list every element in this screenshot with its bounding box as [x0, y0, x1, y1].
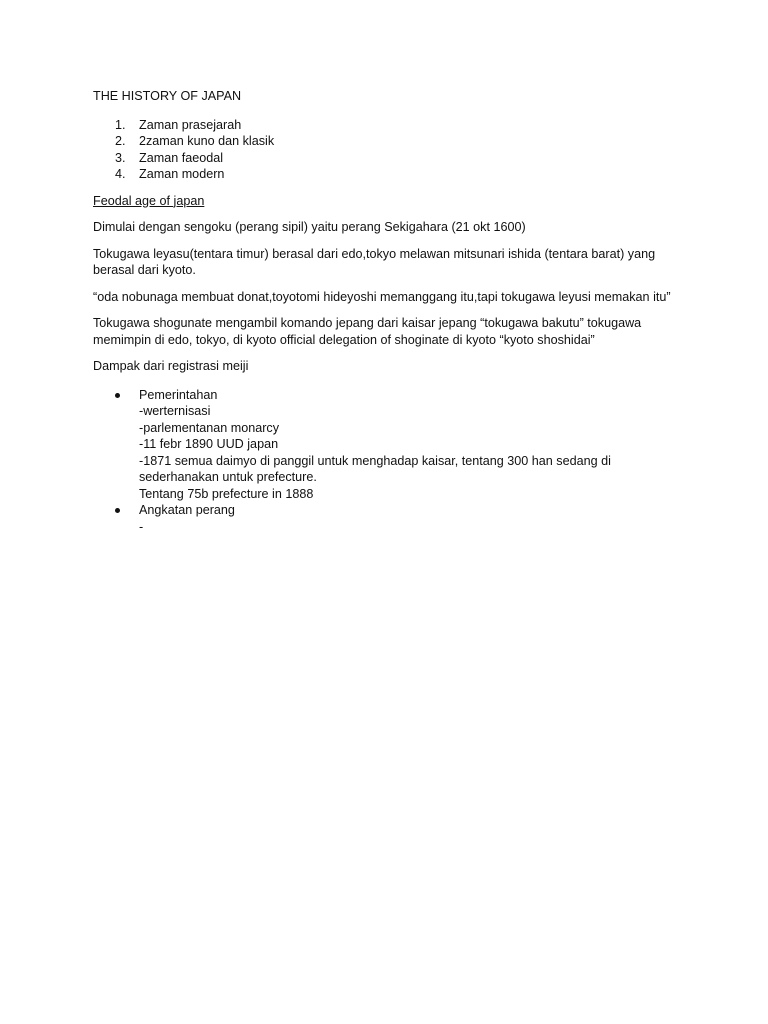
paragraph-quote: “oda nobunaga membuat donat,toyotomi hideyoshi memanggang itu,tapi tokugawa leyusi memakan itu” [93, 289, 671, 304]
list-item [93, 166, 693, 183]
bullet-icon [115, 393, 120, 398]
paragraph-tokugawa-leyasu: Tokugawa leyasu(tentara timur) berasal dari edo,tokyo melawan mitsunari ishida (tentara barat) yang berasal dari kyoto. [93, 246, 656, 277]
list-item [93, 150, 693, 167]
bullet-icon [115, 508, 120, 513]
list-item-label: 2zaman kuno dan klasik [139, 134, 275, 148]
bullet-line: -1871 semua daimyo di panggil untuk menghadap kaisar, tentang 300 han sedang di sederhanakan untuk prefecture. [139, 453, 611, 484]
bullet-heading: Angkatan perang [139, 503, 235, 517]
section-heading: Feodal age of japan [93, 193, 205, 208]
list-number: 1. [115, 117, 126, 132]
list-number: 2. [115, 134, 126, 148]
bullet-heading: Pemerintahan [139, 387, 218, 402]
bullet-item-angkatan-perang [93, 502, 693, 535]
list-item [93, 133, 693, 150]
bullet-item-pemerintahan [93, 387, 693, 503]
document-body [93, 88, 693, 535]
paragraph-shogunate: Tokugawa shogunate mengambil komando jepang dari kaisar jepang “tokugawa bakutu” tokugawa memimpin di edo, tokyo, di kyoto official delegation of shoginate di kyoto “kyoto shoshidai” [93, 316, 642, 347]
document-title: THE HISTORY OF JAPAN [93, 89, 242, 103]
impact-list [93, 387, 693, 536]
paragraph-sekigahara: Dimulai dengan sengoku (perang sipil) yaitu perang Sekigahara (21 okt 1600) [93, 220, 526, 234]
list-item-label: Zaman prasejarah [139, 117, 242, 132]
bullet-line: Tentang 75b prefecture in 1888 [139, 486, 314, 501]
list-item-label: Zaman faeodal [139, 150, 224, 165]
list-item [93, 117, 693, 134]
paragraph-meiji-impact: Dampak dari registrasi meiji [93, 359, 249, 373]
period-list [93, 117, 693, 183]
bullet-line: - [139, 519, 144, 534]
list-number: 3. [115, 150, 126, 165]
bullet-line: -11 febr 1890 UUD japan [139, 437, 279, 451]
list-number: 4. [115, 167, 126, 181]
bullet-line: -parlementanan monarcy [139, 420, 280, 435]
bullet-line: -werternisasi [139, 404, 211, 418]
list-item-label: Zaman modern [139, 167, 225, 181]
